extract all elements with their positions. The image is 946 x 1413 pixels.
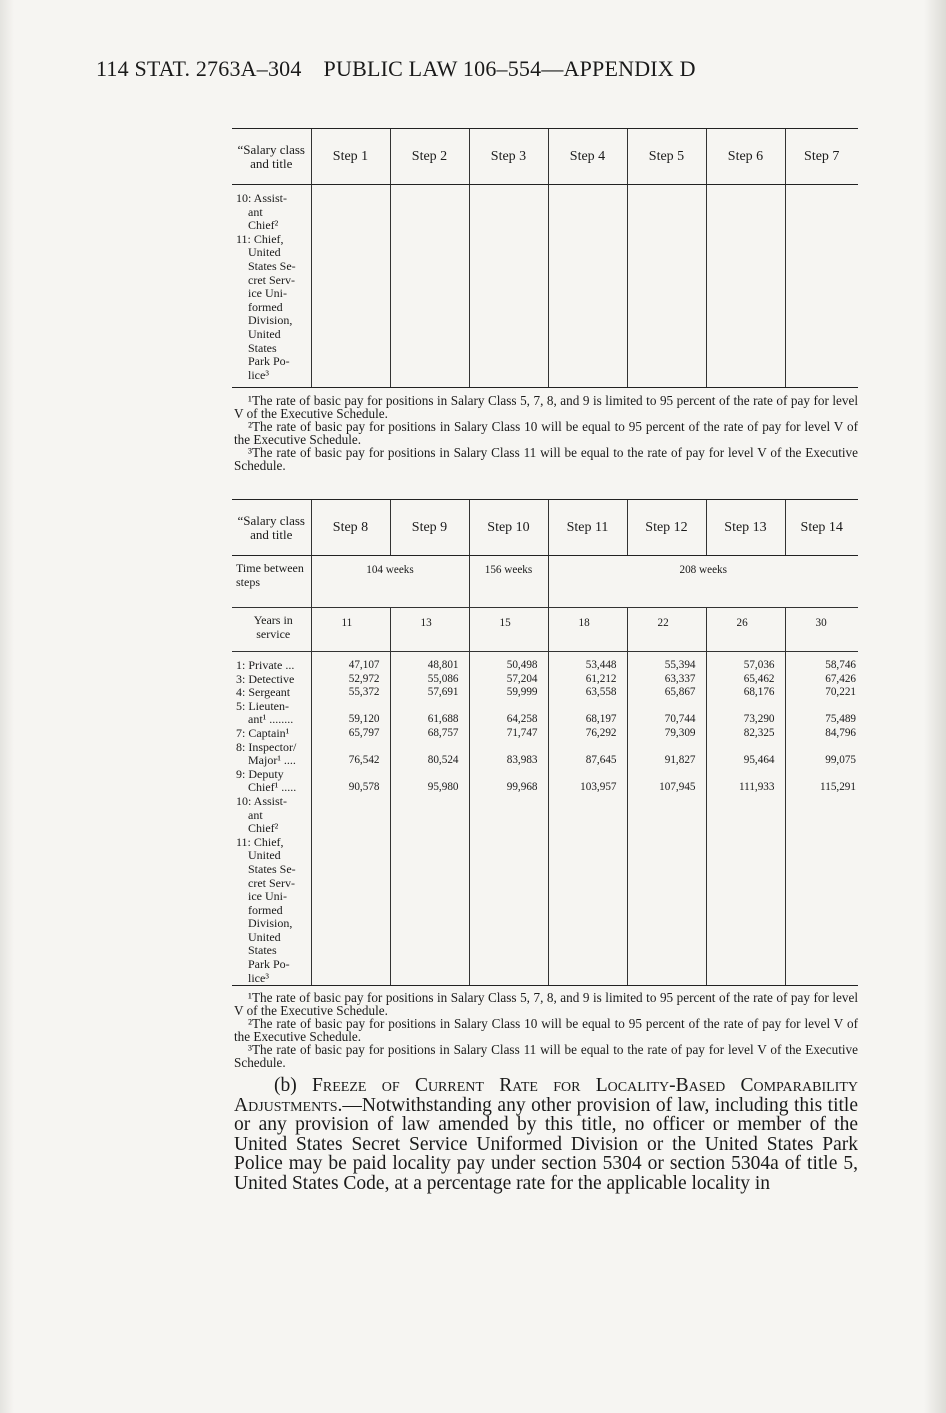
label-line: Major¹ ....: [248, 753, 296, 768]
salary-value: 70,221: [825, 686, 856, 699]
salary-value: 76,542: [348, 754, 380, 767]
label-line: 5: Lieuten-: [236, 698, 289, 713]
salary-value: 73,290: [743, 713, 775, 726]
salary-value: 95,980: [427, 781, 459, 794]
label-line: Division,: [248, 313, 293, 328]
salary-value: 57,691: [427, 686, 459, 699]
table2-header-step: Step 13: [706, 500, 785, 556]
step-13-values: [706, 652, 785, 986]
time-value-cell: 208 weeks: [548, 556, 858, 608]
salary-value: 79,309: [664, 726, 696, 739]
label-line: formed: [248, 299, 283, 314]
years-value-cell: 22: [627, 608, 706, 652]
salary-value: 68,757: [427, 726, 459, 739]
empty-cell: [390, 185, 469, 388]
table1-header-step: Step 7: [785, 129, 858, 185]
label-line: United: [248, 929, 281, 944]
salary-value: [470, 700, 548, 714]
label-line: formed: [248, 902, 283, 917]
salary-value: 80,524: [427, 754, 459, 767]
salary-value: [549, 741, 627, 755]
label-line: 10: Assist-: [236, 191, 288, 205]
salary-value: 47,107: [348, 659, 380, 671]
salary-value: 107,945: [659, 781, 696, 794]
empty-cell: [627, 185, 706, 388]
salary-value: 65,867: [664, 686, 696, 699]
empty-cell: [706, 185, 785, 388]
footnote: ³The rate of basic pay for positions in Salary Class 11 will be equal to the rate of pay for level V of the Executive Schedule.: [234, 445, 858, 473]
salary-value: 70,744: [664, 713, 696, 726]
label-line: 9: Deputy: [236, 766, 284, 781]
running-head: [96, 56, 796, 82]
step-11-values: [548, 652, 627, 986]
time-value-cell: 104 weeks: [311, 556, 469, 608]
salary-value: 59,999: [506, 686, 538, 699]
table2-header-step: Step 9: [390, 500, 469, 556]
label-line: 4: Sergeant: [236, 685, 291, 700]
step-8-values: [311, 652, 390, 986]
footnote: ²The rate of basic pay for positions in Salary Class 10 will be equal to 95 percent of the rate of pay for level V of the Executive Schedule.: [234, 419, 858, 447]
salary-value: 82,325: [743, 726, 775, 739]
table1-header-title: “Salary class and title: [232, 129, 311, 185]
salary-value: 50,498: [506, 659, 538, 671]
salary-value: 87,645: [585, 754, 617, 767]
table1-body-row: [232, 185, 858, 388]
table2-header-step: Step 14: [785, 500, 858, 556]
salary-value: [786, 768, 859, 782]
salary-value: 115,291: [820, 781, 856, 794]
salary-value: [312, 768, 390, 782]
salary-value: 67,426: [825, 672, 856, 685]
empty-cell: [311, 185, 390, 388]
salary-values-row: [232, 652, 858, 986]
table1-header-step: Step 4: [548, 129, 627, 185]
label-line: 8: Inspector/: [236, 739, 297, 754]
label-line: United: [248, 326, 281, 341]
salary-value: 55,372: [348, 686, 380, 699]
section-b-text: —Notwithstanding any other provision of law, including this title or any provision of law amended by this title, no officer or member of the United States Secret Service Uniformed Division or the United States Park Police may be paid locality pay under section 5304 or section 5304a of title 5, United States Code, at a percentage rate for the applicable locality in: [234, 1094, 858, 1194]
years-value-cell: 30: [785, 608, 858, 652]
label-line: ice Uni-: [248, 286, 287, 301]
salary-value: [312, 741, 390, 755]
salary-value: 75,489: [825, 713, 856, 726]
label-line: States: [248, 340, 277, 355]
salary-value: 63,558: [585, 686, 617, 699]
salary-value: 68,176: [743, 686, 775, 699]
table2-header-title: “Salary class and title: [232, 500, 311, 556]
salary-value: 55,394: [664, 659, 696, 671]
salary-class-labels: [232, 652, 311, 986]
salary-value: 65,462: [743, 672, 775, 685]
salary-value: [628, 768, 706, 782]
label-line: States Se-: [248, 258, 296, 273]
table2-header-step: Step 8: [311, 500, 390, 556]
step-9-value-list: [391, 652, 469, 795]
years-value-cell: 11: [311, 608, 390, 652]
step-10-values: [469, 652, 548, 986]
salary-value: [391, 768, 469, 782]
salary-table-steps-1-7: [232, 128, 858, 388]
label-line: 3: Detective: [236, 671, 295, 686]
label-line: ant: [248, 204, 263, 219]
salary-value: [628, 700, 706, 714]
salary-value: 58,746: [825, 659, 856, 671]
label-line: Park Po-: [248, 957, 290, 972]
years-value-cell: 18: [548, 608, 627, 652]
salary-value: [707, 768, 785, 782]
label-line: Chief²: [248, 821, 279, 836]
salary-value: [786, 700, 859, 714]
label-line: lice³: [248, 970, 269, 985]
label-line: Division,: [248, 916, 293, 931]
step-13-value-list: [707, 652, 785, 795]
step-14-value-list: [786, 652, 859, 795]
table1-label-cell: [232, 185, 311, 388]
salary-value: 76,292: [585, 726, 617, 739]
salary-value: 63,337: [664, 672, 696, 685]
salary-value: 53,448: [585, 659, 617, 671]
salary-value: [786, 741, 859, 755]
table2-header-step: Step 11: [548, 500, 627, 556]
salary-value: 61,212: [585, 672, 617, 685]
time-value-cell: 156 weeks: [469, 556, 548, 608]
salary-value: 59,120: [348, 713, 380, 726]
label-line: ice Uni-: [248, 889, 287, 904]
salary-value: 57,036: [743, 659, 775, 671]
table1-footnotes: [234, 394, 858, 472]
label-line: lice³: [248, 367, 269, 382]
salary-value: 95,464: [743, 754, 775, 767]
years-value-cell: 26: [706, 608, 785, 652]
salary-value: 103,957: [580, 781, 617, 794]
page-edge-left: [0, 0, 14, 1413]
time-between-steps-row: [232, 556, 858, 608]
salary-value: 71,747: [506, 726, 538, 739]
label-line: United: [248, 245, 281, 260]
salary-value: [312, 700, 390, 714]
label-line: 1: Private ...: [236, 658, 295, 672]
empty-cell: [785, 185, 858, 388]
salary-value: [707, 700, 785, 714]
footnote: ¹The rate of basic pay for positions in Salary Class 5, 7, 8, and 9 is limited to 95 percent of the rate of pay for level V of the Executive Schedule.: [234, 393, 858, 421]
salary-value: 99,075: [825, 754, 856, 767]
table2-footnotes: [234, 991, 858, 1069]
salary-value: [391, 741, 469, 755]
label-line: cret Serv-: [248, 875, 295, 890]
law-title: PUBLIC LAW 106–554—APPENDIX D: [323, 56, 696, 81]
salary-value: 91,827: [664, 754, 696, 767]
salary-value: 57,204: [506, 672, 538, 685]
time-between-steps-label: Time between steps: [232, 556, 311, 608]
salary-value: [707, 741, 785, 755]
footnote: ²The rate of basic pay for positions in Salary Class 10 will be equal to 95 percent of the rate of pay for level V of the Executive Schedule.: [234, 1016, 858, 1044]
label-line: 11: Chief,: [236, 231, 284, 246]
salary-value: 55,086: [427, 672, 459, 685]
label-line: States Se-: [248, 861, 296, 876]
label-line: United: [248, 848, 281, 863]
label-line: Park Po-: [248, 354, 290, 369]
step-12-values: [627, 652, 706, 986]
table1-header-step: Step 5: [627, 129, 706, 185]
table2-header-step: Step 10: [469, 500, 548, 556]
salary-value: 68,197: [585, 713, 617, 726]
label-line: 10: Assist-: [236, 793, 288, 808]
empty-cell: [548, 185, 627, 388]
label-line: States: [248, 943, 277, 958]
table1-header-step: Step 2: [390, 129, 469, 185]
table1-label-lines: [232, 185, 311, 382]
salary-value: 99,968: [506, 781, 538, 794]
step-8-value-list: [312, 652, 390, 795]
label-line: ant: [248, 807, 263, 822]
salary-value: [391, 700, 469, 714]
empty-cell: [469, 185, 548, 388]
step-9-values: [390, 652, 469, 986]
salary-value: 111,933: [738, 781, 775, 794]
salary-value: 83,983: [506, 754, 538, 767]
salary-table-steps-8-14: [232, 499, 858, 986]
label-line: ant¹ ........: [248, 712, 294, 727]
salary-value: 48,801: [427, 659, 459, 671]
label-line: 7: Captain¹: [236, 725, 290, 740]
table1-header-step: Step 1: [311, 129, 390, 185]
table1-header-step: Step 6: [706, 129, 785, 185]
salary-value: 64,258: [506, 713, 538, 726]
section-b-heading: Freeze of Current Rate for Locality-Based Comparability Adjustments.: [234, 1075, 858, 1116]
years-in-service-label: Years in service: [232, 608, 311, 652]
salary-value: [470, 768, 548, 782]
label-line: 11: Chief,: [236, 834, 284, 849]
table2-header-step: Step 12: [627, 500, 706, 556]
footnote: ¹The rate of basic pay for positions in Salary Class 5, 7, 8, and 9 is limited to 95 percent of the rate of pay for level V of the Executive Schedule.: [234, 990, 858, 1018]
salary-value: [628, 741, 706, 755]
step-12-value-list: [628, 652, 706, 795]
years-value-cell: 15: [469, 608, 548, 652]
salary-value: [549, 768, 627, 782]
stat-citation: 114 STAT. 2763A–304: [96, 56, 302, 81]
footnote: ³The rate of basic pay for positions in Salary Class 11 will be equal to the rate of pay for level V of the Executive Schedule.: [234, 1042, 858, 1070]
years-in-service-row: [232, 608, 858, 652]
salary-value: 52,972: [348, 672, 380, 685]
label-line: Chief²: [248, 218, 279, 233]
table2-label-lines: [232, 652, 311, 985]
label-line: Chief¹ .....: [248, 780, 297, 795]
salary-value: 65,797: [348, 726, 380, 739]
page-edge-right: [924, 0, 946, 1413]
section-b-paragraph: [234, 1076, 858, 1194]
table2-header-row: [232, 500, 858, 556]
years-value-cell: 13: [390, 608, 469, 652]
salary-value: 61,688: [427, 713, 459, 726]
table1-header-step: Step 3: [469, 129, 548, 185]
step-11-value-list: [549, 652, 627, 795]
salary-value: 84,796: [825, 726, 856, 739]
salary-value: [549, 700, 627, 714]
step-10-value-list: [470, 652, 548, 795]
salary-value: 90,578: [348, 781, 380, 794]
salary-value: [470, 741, 548, 755]
label-line: cret Serv-: [248, 272, 295, 287]
section-b-marker: (b): [274, 1075, 313, 1096]
step-14-values: [785, 652, 858, 986]
table1-header-row: [232, 129, 858, 185]
